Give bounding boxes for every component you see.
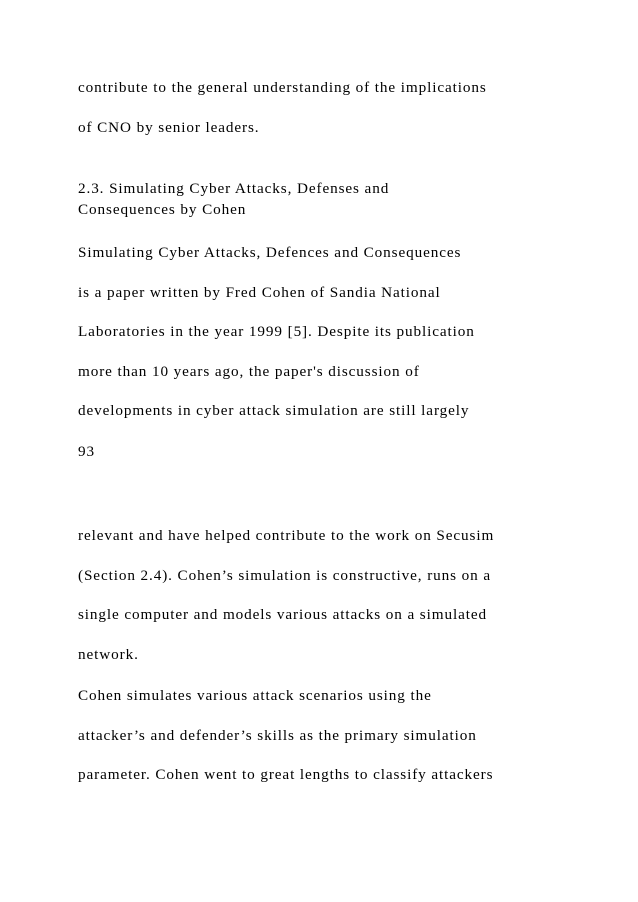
text-line: contribute to the general understanding of the implications (78, 79, 487, 96)
text-line: Laboratories in the year 1999 [5]. Despite its publication (78, 323, 475, 340)
text-line: relevant and have helped contribute to the work on Secusim (78, 527, 495, 544)
text-line: more than 10 years ago, the paper's discussion of (78, 363, 420, 380)
text-line: attacker’s and defender’s skills as the primary simulation (78, 727, 477, 744)
text-line: parameter. Cohen went to great lengths to classify attackers (78, 766, 494, 783)
section-heading-continued: Consequences by Cohen (78, 201, 247, 218)
text-line: of CNO by senior leaders. (78, 119, 260, 136)
text-line: developments in cyber attack simulation are still largely (78, 402, 470, 419)
text-line: single computer and models various attacks on a simulated (78, 606, 487, 623)
page-number: 93 (78, 443, 95, 460)
text-line: network. (78, 646, 139, 663)
text-line: Cohen simulates various attack scenarios using the (78, 687, 432, 704)
text-line: is a paper written by Fred Cohen of Sandia National (78, 284, 441, 301)
text-line: (Section 2.4). Cohen’s simulation is constructive, runs on a (78, 567, 491, 584)
text-line: Simulating Cyber Attacks, Defences and Consequences (78, 244, 462, 261)
section-heading: 2.3. Simulating Cyber Attacks, Defenses and (78, 180, 390, 197)
